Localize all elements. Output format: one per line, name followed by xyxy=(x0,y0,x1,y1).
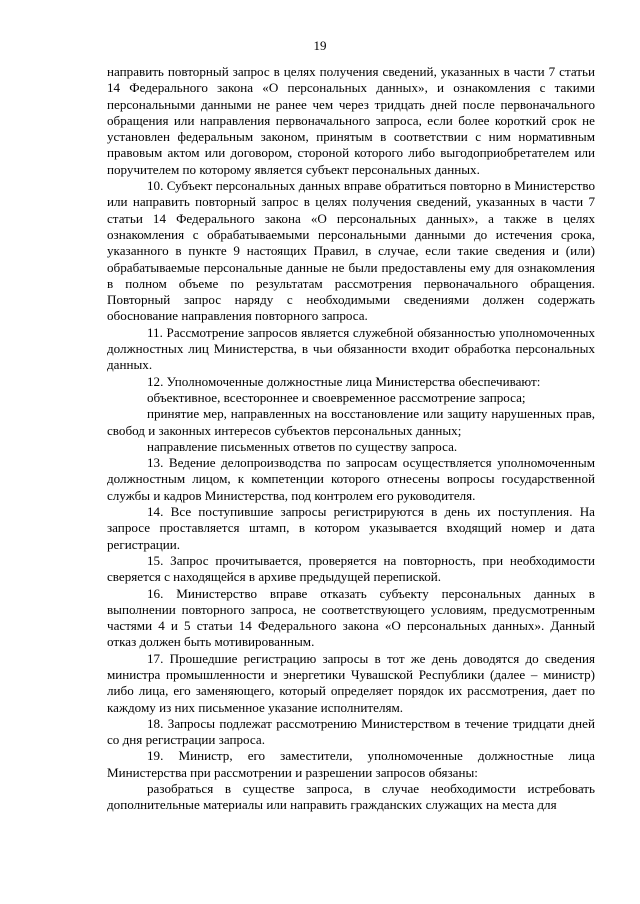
paragraph-19: 19. Министр, его заместители, уполномоченные должностные лица Министерства при рассмотрении и разрешении запросов обязаны: xyxy=(107,748,595,780)
paragraph-10: 10. Субъект персональных данных вправе обратиться повторно в Министерство или направить повторный запрос в целях получения сведений, указанных в части 7 статьи 14 Федерального закона «О персональных данных», а также в целях ознакомления с обрабатываемыми персональными данными до истечения срока, указанного в пункте 9 настоящих Правил, в случае, если такие сведения и (или) обрабатываемые персональные данные не были предоставлены ему для ознакомления в полном объеме по результатам рассмотрения первоначального обращения. Повторный запрос наряду с необходимыми сведениями должен содержать обоснование направления повторного запроса. xyxy=(107,178,595,324)
paragraph-11: 11. Рассмотрение запросов является служебной обязанностью уполномоченных должностных лиц Министерства, в чьи обязанности входит обработка персональных данных. xyxy=(107,324,595,373)
paragraph-12-item-2: принятие мер, направленных на восстановление или защиту нарушенных прав, свобод и законных интересов субъектов персональных данных; xyxy=(107,406,595,438)
paragraph-15: 15. Запрос прочитывается, проверяется на повторность, при необходимости сверяется с находящейся в архиве предыдущей перепиской. xyxy=(107,552,595,585)
paragraph-12: 12. Уполномоченные должностные лица Министерства обеспечивают: xyxy=(147,373,541,389)
paragraph-12-item-3: направление письменных ответов по существу запроса. xyxy=(147,438,458,454)
paragraph-19-item-1: разобраться в существе запроса, в случае необходимости истребовать дополнительные материалы или направить гражданских служащих на места для xyxy=(107,781,595,813)
paragraph-13: 13. Ведение делопроизводства по запросам осуществляется уполномоченным должностным лицом, к компетенции которого отнесены вопросы государственной службы и кадров Министерства, под контролем его руководителя. xyxy=(107,455,595,503)
page-number: 19 xyxy=(313,38,327,53)
paragraph-16: 16. Министерство вправе отказать субъекту персональных данных в выполнении повторного запроса, не соответствующего условиям, предусмотренным частями 4 и 5 статьи 14 Федерального закона «О персональных данных». Данный отказ должен быть мотивированным. xyxy=(107,585,595,650)
paragraph-18: 18. Запросы подлежат рассмотрению Министерством в течение тридцати дней со дня регистрации запроса. xyxy=(107,715,595,748)
paragraph-14: 14. Все поступившие запросы регистрируются в день их поступления. На запросе проставляется штамп, в котором указывается входящий номер и дата регистрации. xyxy=(107,504,595,552)
document-body xyxy=(107,64,595,814)
paragraph-12-item-1: объективное, всестороннее и своевременное рассмотрение запроса; xyxy=(147,389,526,405)
paragraph-17: 17. Прошедшие регистрацию запросы в тот же день доводятся до сведения министра промышленности и энергетики Чувашской Республики (далее – министр) либо лица, его заменяющего, который определяет порядок их рассмотрения, дает по каждому из них письменное указание исполнителям. xyxy=(107,650,595,715)
paragraph-continuation: направить повторный запрос в целях получения сведений, указанных в части 7 статьи 14 Федерального закона «О персональных данных», и ознакомления с такими персональными данными не ранее чем через тридцать дней после первоначального обращения или направления первоначального запроса, если более короткий срок не установлен федеральным законом, принятым в соответствии с ним нормативным правовым актом или договором, стороной которого либо выгодоприобретателем или поручителем по которому является субъект персональных данных. xyxy=(107,64,595,177)
